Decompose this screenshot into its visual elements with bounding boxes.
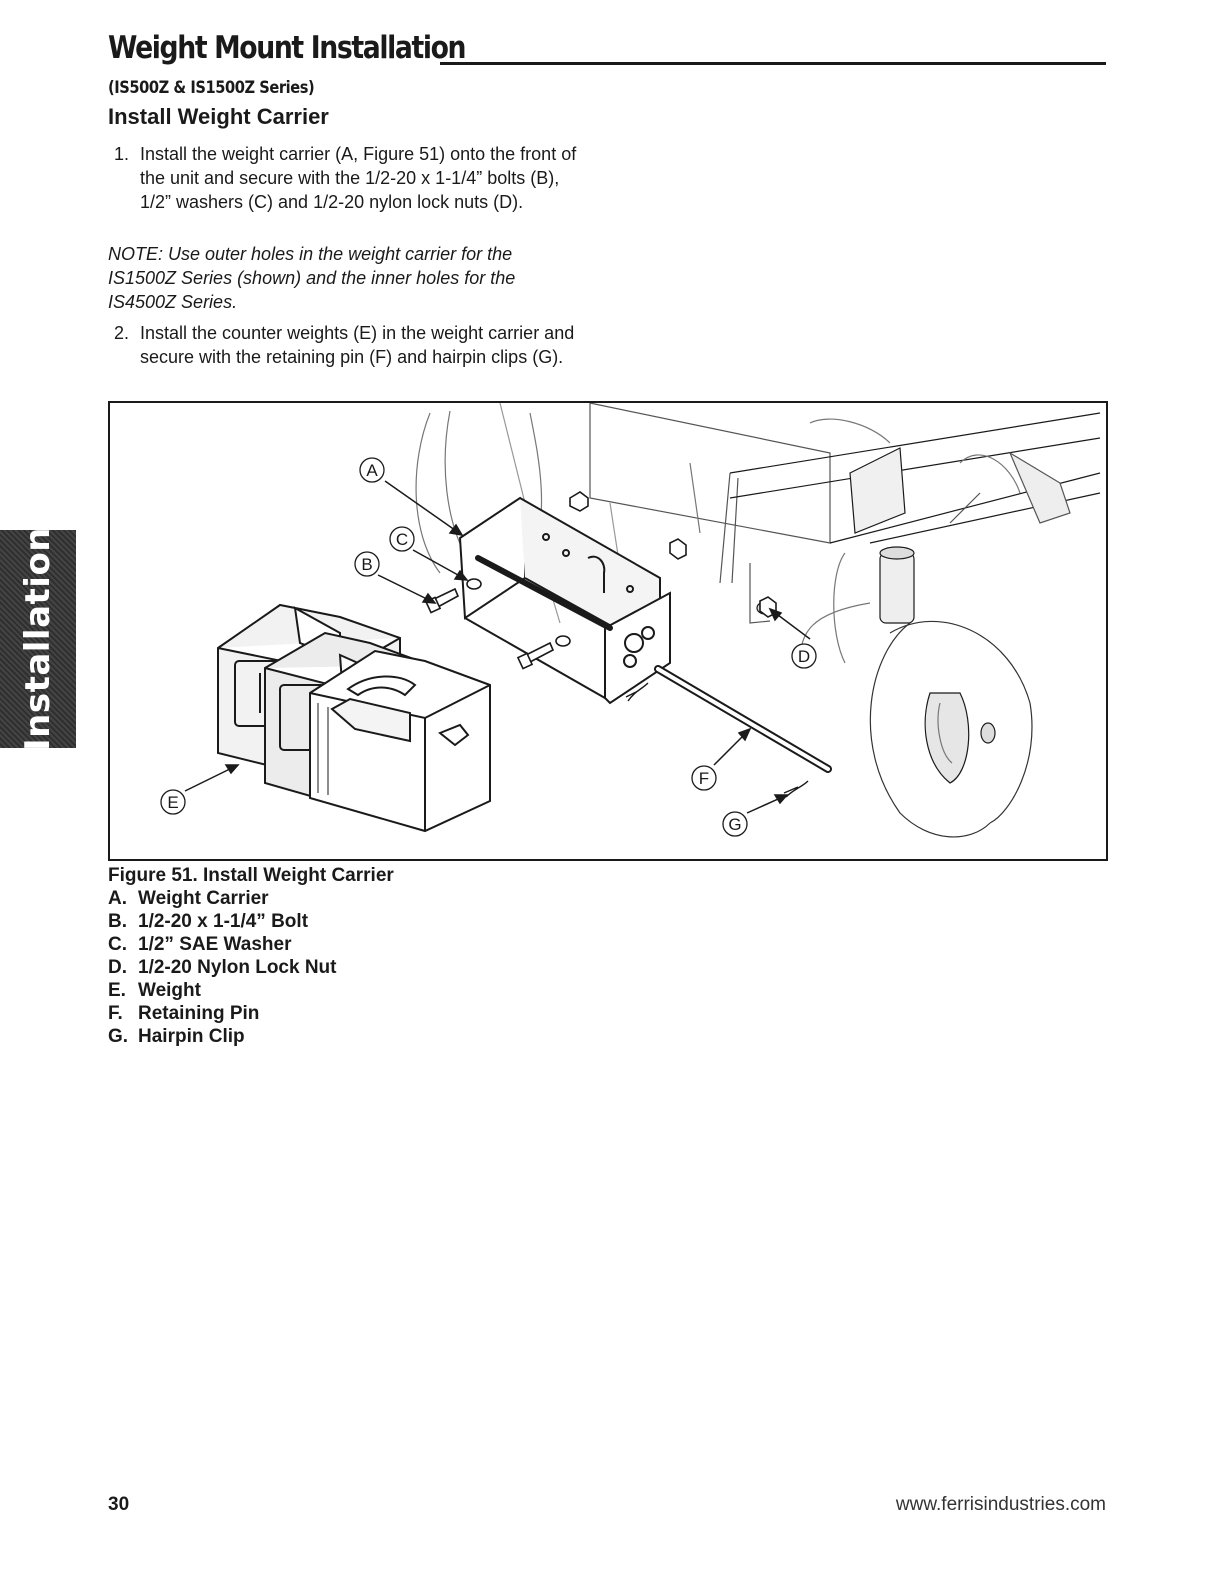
callout-b-label: B (361, 555, 373, 574)
retaining-pin-drawing (626, 669, 828, 797)
legend-key: G. (108, 1026, 129, 1047)
legend-key: F. (108, 1003, 123, 1024)
callout-c-label: C (395, 530, 409, 549)
callout-e-label: E (167, 793, 179, 812)
legend-key: A. (108, 888, 127, 909)
figure-caption: Figure 51. Install Weight Carrier (108, 865, 394, 886)
page-title: Weight Mount Installation (108, 30, 466, 66)
legend-item (108, 933, 337, 956)
side-tab (0, 526, 76, 752)
legend-label: Weight Carrier (138, 888, 269, 909)
callout-a-label: A (366, 461, 378, 480)
figure-legend (108, 887, 337, 1048)
callout-f (692, 766, 716, 790)
series-subtitle: (IS500Z & IS1500Z Series) (108, 78, 315, 98)
callout-c (390, 527, 414, 551)
step-text: Install the counter weights (E) in the weight carrier and secure with the retaining pin (F) and hairpin clips (G). (140, 323, 575, 367)
legend-label: 1/2-20 x 1-1/4” Bolt (138, 911, 309, 932)
callout-g (723, 812, 747, 836)
callout-e (161, 790, 185, 814)
legend-key: B. (108, 911, 127, 932)
legend-item (108, 887, 337, 910)
step-1 (114, 142, 584, 214)
step-2 (114, 321, 584, 369)
callout-d (792, 644, 816, 668)
figure-51 (108, 401, 1108, 861)
legend-item (108, 1025, 337, 1048)
legend-item (108, 1002, 337, 1025)
step-number: 2. (114, 323, 130, 343)
section-heading: Install Weight Carrier (108, 104, 329, 129)
washer-c-shape (467, 579, 481, 589)
callout-a (360, 458, 384, 482)
callout-g-label: G (728, 815, 742, 834)
legend-label: Hairpin Clip (138, 1026, 245, 1047)
callout-b (355, 552, 379, 576)
title-row (108, 30, 1106, 72)
counter-weights-drawing (218, 605, 490, 831)
legend-key: C. (108, 934, 127, 955)
callout-f-label: F (698, 769, 710, 788)
callout-d-label: D (797, 647, 811, 666)
title-rule (440, 62, 1106, 65)
page-number: 30 (108, 1494, 130, 1515)
legend-label: Retaining Pin (138, 1003, 260, 1024)
legend-item (108, 910, 337, 933)
legend-label: 1/2” SAE Washer (138, 934, 292, 955)
side-tab-label: Installation (18, 526, 58, 752)
legend-item (108, 979, 337, 1002)
step-text: Install the weight carrier (A, Figure 51) onto the front of the unit and secure with the 1/2-20 x 1-1/4” bolts (B), 1/2” washers (C) and 1/2-20 nylon lock nuts (D). (140, 144, 577, 212)
legend-item (108, 956, 337, 979)
figure-illustration (110, 403, 1106, 859)
legend-key: D. (108, 957, 127, 978)
website-link[interactable]: www.ferrisindustries.com (895, 1494, 1106, 1515)
legend-key: E. (108, 980, 126, 1001)
mower-frame-drawing (416, 403, 1100, 837)
legend-label: 1/2-20 Nylon Lock Nut (138, 957, 337, 978)
note: NOTE: Use outer holes in the weight carrier for the IS1500Z Series (shown) and the inner holes for the IS4500Z Series. (108, 244, 516, 312)
step-number: 1. (114, 144, 130, 164)
legend-label: Weight (138, 980, 201, 1001)
weight-carrier-drawing (460, 498, 670, 703)
